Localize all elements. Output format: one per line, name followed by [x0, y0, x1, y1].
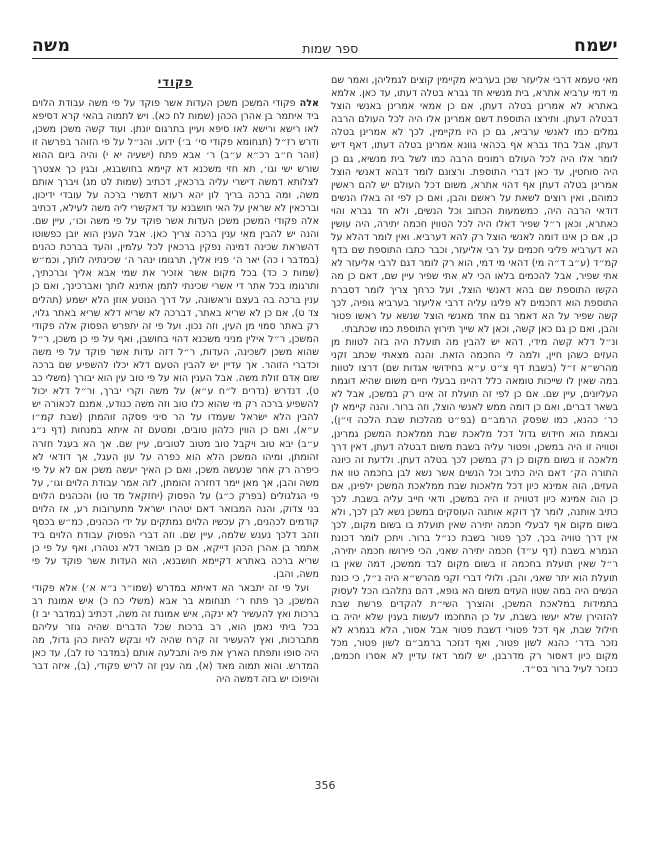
section-title-pekudei: פקודי [157, 75, 194, 89]
text-columns [32, 74, 618, 788]
page-number: 356 [314, 779, 336, 792]
header-title-left: משה [32, 36, 71, 56]
right-column-paragraph-1: מאי טעמא דרבי אליעזר שכן בערביא מקיימין קוצים לגמליהן, ואמר שם מי דמי ערביא אתרא, בית מנשיא חד גברא בטלה דעתו, עד כאן. אלמא באתרא לא אמרינן בטלה דעתן, אם כן אמאי אמרינן באנשי הוצל דבטלה דעתן. ותירצו התוספת דשם אמרינן אלו היה לכל העולם הרבה גמלים כמו לאנשי ערביא, גם כן היו מקיימין, לכך לא אמרינן בטלה דעתן, אבל בחד גברא אף בכהאי גוונא אמרינן בטלה דעתו, דאף דיש לומר אלו היה לכל העולם רמונים הרבה כמו לשל בית מנשיא, גם כן היה סוחטין, עד כאן דברי התוספת. ורצונם לומר דבהא דאנשי הוצל אמרינן בטלה דעתן אף דהוי אתרא, משום דכל העולם יש להם ראשין כמוהם, ואין רוצים לשאת על ראשם והבן, ואם כן לפי זה באלו הנשים דודאי הרבה היה, כמשמעות הכתוב וכל הנשים, ולא חד גברא והוי כאתרא, וכאן ר״ל שפיר דאלו היה לכל הטווין חכמה יתירה, היה עושין כן, אם כן אינו דומה לאנשי הוצל רק להא דערביא. ואין לומר דהלא על הא דערביא פליגי חכמים על רבי אליעזר, וכבר כתבו התוספת שם בדף קמ״ד (ע״ב ד״ה מי) דהאי מי דמי, הוא רק לומר דגם לרבי אליעזר לא אתי שפיר, אבל להכמים בלאו הכי לא אתי שפיר עיין שם, דאם כן מה הקשו התוספת שם בהא דאנשי הוצל, ועל כרחך צריך לומר דסברת התוספת הוא דחכמים לא פליגו עליה דרבי אליעזר בערביא גופיה, לכך קשה שפיר על הא דאמר גם אחד מאנשי הוצל שנשא על ראשו פטור והבן, ואם כן גם כאן קשה, וכאן לא שייך תירוץ התוספת כמו שכתבתי. [331, 75, 618, 335]
left-column-paragraph-1 [32, 97, 319, 581]
left-column [32, 74, 319, 788]
lead-word: אלה [299, 98, 319, 110]
left-column-paragraph-2: ועל פי זה יתבאר הא דאיתא במדרש (שמו״ר נ״א א׳) אלא פקודי המשכן, כך פתח ר׳ תנחומא בר אבא (משלי כח כ) איש אמונת רב ברכות ואץ להעשיר לא ינקה, איש אמונת זה משה, דכתיב (במדבר יב ז) בכל ביתי נאמן הוא, רב ברכות שכל הדברים שהיה גוזר עליהם מתברכות, ואץ להעשיר זה קרח שהיה לוי ובקש להיות כהן גדול, מה היה סופו ותפתח הארץ את פיה ותבלעה אותם (במדבר טז לב), עד כאן המדרש. והוא תמוה מאד (א), מה ענין זה לריש פקודי, (ב), איזה דבר והיפוכו יש בזה דמשה היה [32, 582, 319, 686]
running-header [32, 36, 618, 59]
header-book-title: ספר שמות [302, 41, 359, 56]
right-column-paragraph-2: ונ״ל דלא קשה מידי, דהא יש להבין מה תועלת היה בזה לטוות מן העזים כשהן חיין, ולמה לי החכמה הזאת. והנה מצאתי שכתב זקני מהרש״א ז״ל (בשבת דף צ״ט ע״א בחידושי אגדות שם) דרצו לטוות במה שאין לו שייכות טומאה כלל דהיינו בבעלי חיים משום שהיא דוגמת העליונים, עיין שם. אם כן לפי זה תועלת זה אינו רק במשכן, אבל לא בשאר דברים, ואם כן דומה ממש לאנשי הוצל, וזה ברור. והנה קיימא לן כר׳ כהנא, כמו שפסק הרמב״ם (בפ״ט מהלכות שבת הלכה זי״ן), ובאמת הוא חידוש גדול דכל מלאכת שבת ממלאכת המשכן גמרינן, וטוויה זו היה במשכן, ופטור עליה בשבת משום דבטלה דעתן, דאין דרך מלאכה זו בשום מקום כן רק במשכן לכך בטלה דעתן. ולדעת זה כיונה התורה הק׳ דאם היה כתיב וכל הנשים אשר נשא לבן בחכמה טוו את העזים, הוה אמינא כיון דכל מלאכות שבת ממלאכת המשכן ילפינן, אם כן הוה אמינא כיון דטוויה זו היה במשכן, ודאי חייב עליה בשבת. לכך כתיב אותנה, לומר לך דוקא אותנה העוסקים במשכן נשא לבן לכך, ולא בשום מקום אף לבעלי חכמה יתירה שאין תועלת בו בשום מקום, לכך אין דרך טוויה בכך, לכך פטור בשבת כנ״ל ברור. ויתכן לומר דכונת הגמרא בשבת (דף ע״ד) חכמה יתירה שאני, הכי פירושו חכמה יתירה, ר״ל שאין תועלת בחכמה זו בשום מקום לבד ממשכן, דמה שאין בו תועלת הוא יתר שאני, והבן. ולולי דברי זקני מהרש״א היה נ״ל, כי כונת הנשים היה במה שטוו העזים משום הא גופא, דהם נתלהבו הכל לעסוק בתמידות במלאכת המשכן, והוצרך השי״ת להקדים פרשת שבת להזהירן שלא יעשו בשבת, על כן התחכמו לעשות בענין שלא יהיה בו חילול שבת, אף דכל פטורי דשבת פטור אבל אסור, הלא בגמרא לא נזכר בדר׳ כהנא לשון פטור, ואף דנזכר ברמב״ם לשון פטור, מכל מקום כיון דאסור רק מדרבנן, יש לומר דאז עדיין לא אסרו חכמים, כנזכר לעיל ברור בס״ד. [331, 336, 618, 676]
right-column [331, 74, 618, 788]
left-column-paragraph-1-text: פקודי המשכן משכן העדות אשר פוקד על פי משה עבודת הלוים ביד איתמר בן אהרן הכהן (שמות לח כא). ויש לתמוה בהאי קרא דסיפא לאו רישא ורישא לאו סיפא ועיין בתרגום יונתן. ועוד קשה משכן משכן, ודרש רז״ל (תנחומא פקודי סי׳ ב׳) ידוע. והנ״ל על פי הזוהר בפרשה זו (זוהר ח״ב רכ״א ע״ב) ר׳ אבא פתח (ישעיה יא י) והיה ביום ההוא שורש ישי וגו׳, תא חזי משכנא דא קיימא בחושבנא, ובגין כך אצטרך לצלותא דמשה דישרי עליה ברכאין, דכתיב (שמות לט מג) ויברך אותם משה, ומה ברכה בריך לון יהא רעוא דתשרי ברכה על עובדי ידיכון, וברכאין לא שראין על האי חושבנא עד דאקשרי ליה משה לעילא, דכתיב אלה פקודי המשכן משכן העדות אשר פוקד על פי משה וכו׳, עיין שם. והנה יש להבין מאי ענין ברכה צריך כאן. אבל הענין הוא יובן כפשוטו דהשראת שכינה דמינה נפקין ברכאין לכל עלמין, והעד בברכת כהנים (במדבר ו כה) יאר ה׳ פניו אליך, תרגומו ינהר ה׳ שכינתיה לותך, וכמ״ש (שמות כ כד) בכל מקום אשר אזכיר את שמי אבא אליך וברכתיך, ותרגומו בכל אתר די אשרי שכינתי לתמן אתינא לותך ואברכינך, ואם כן ענין ברכה בה בעצם וראשונה, על דרך הנוטע אוזן הלא ישמע (תהלים צד ט), אם כן לא שריא באתר, דברכה לא שריא דלא שריא באתר גלוי, רק באתר סמוי מן העין, וזה נכון. ועל פי זה יתפרש הפסוק אלה פקודי המשכן, ר״ל אילין מניני משכנא דהוי בחושבן, ואף על פי כן משכן, ר״ל שהוא משכן לשכינה, העדות, ר״ל דזה עדות אשר פוקד על פי משה וכדברי הזוהר. אך עדיין יש להבין הטעם דלא יכלו להשפיע שם ברכה שום אדם זולת משה. אבל הענין הוא על פי טוב עין הוא יבורך (משלי כב ט), דנדרש (נדרים ל״ח ע״א) על משה וקרי יברך, ור״ל דלא יכול להשפיע ברכה רק מי שהוא כלו טוב וזה משה כנודע, אמנם לכאורה יש להבין הלא ישראל שעמדו על הר סיני פסקה זוהמתן (שבת קמ״ו ע״א), ואם כן הווין כלהון טובים, ומטעם זה איתא במנחות (דף נ״ג ע״ב) יבא טוב ויקבל טוב מטוב לטובים, עיין שם. אך הא בעגל חזרה זהומתן, ומיהו המשכן הלא הוא כפרה על עון העגל, אך דודאי לא כיפרה רק אחר שנעשה משכן, ואם כן האיך יעשה משכן אם לא על פי משה והבן, אך מאן יימר דחזרה זהומתן, לזה אמר עבודת הלוים וגו׳, על פי הגלגולים (בפרק כ״ג) על הפסוק (יחזקאל מד טו) והכהנים הלוים בני צדוק, והנה המבואר דאם יטהרו ישראל מתערובות רע, אז הלוים קודמים לכהנים, רק עכשיו הלוים נמתקים על ידי הכהנים, כמ״ש בכסף וזהב דלכך נענש שלמה, עיין שם. וזה דברי הפסוק עבודת הלוים ביד אתמר בן אהרן הכהן דייקא, אם כן מבואר דלא נטהרו, ואף על פי כן שריא ברכה באתרא דקיימא חושבנא, הוא העדות אשר פוקד על פי משה, והבן. [32, 98, 319, 581]
header-title-right: ישמח [574, 36, 618, 56]
